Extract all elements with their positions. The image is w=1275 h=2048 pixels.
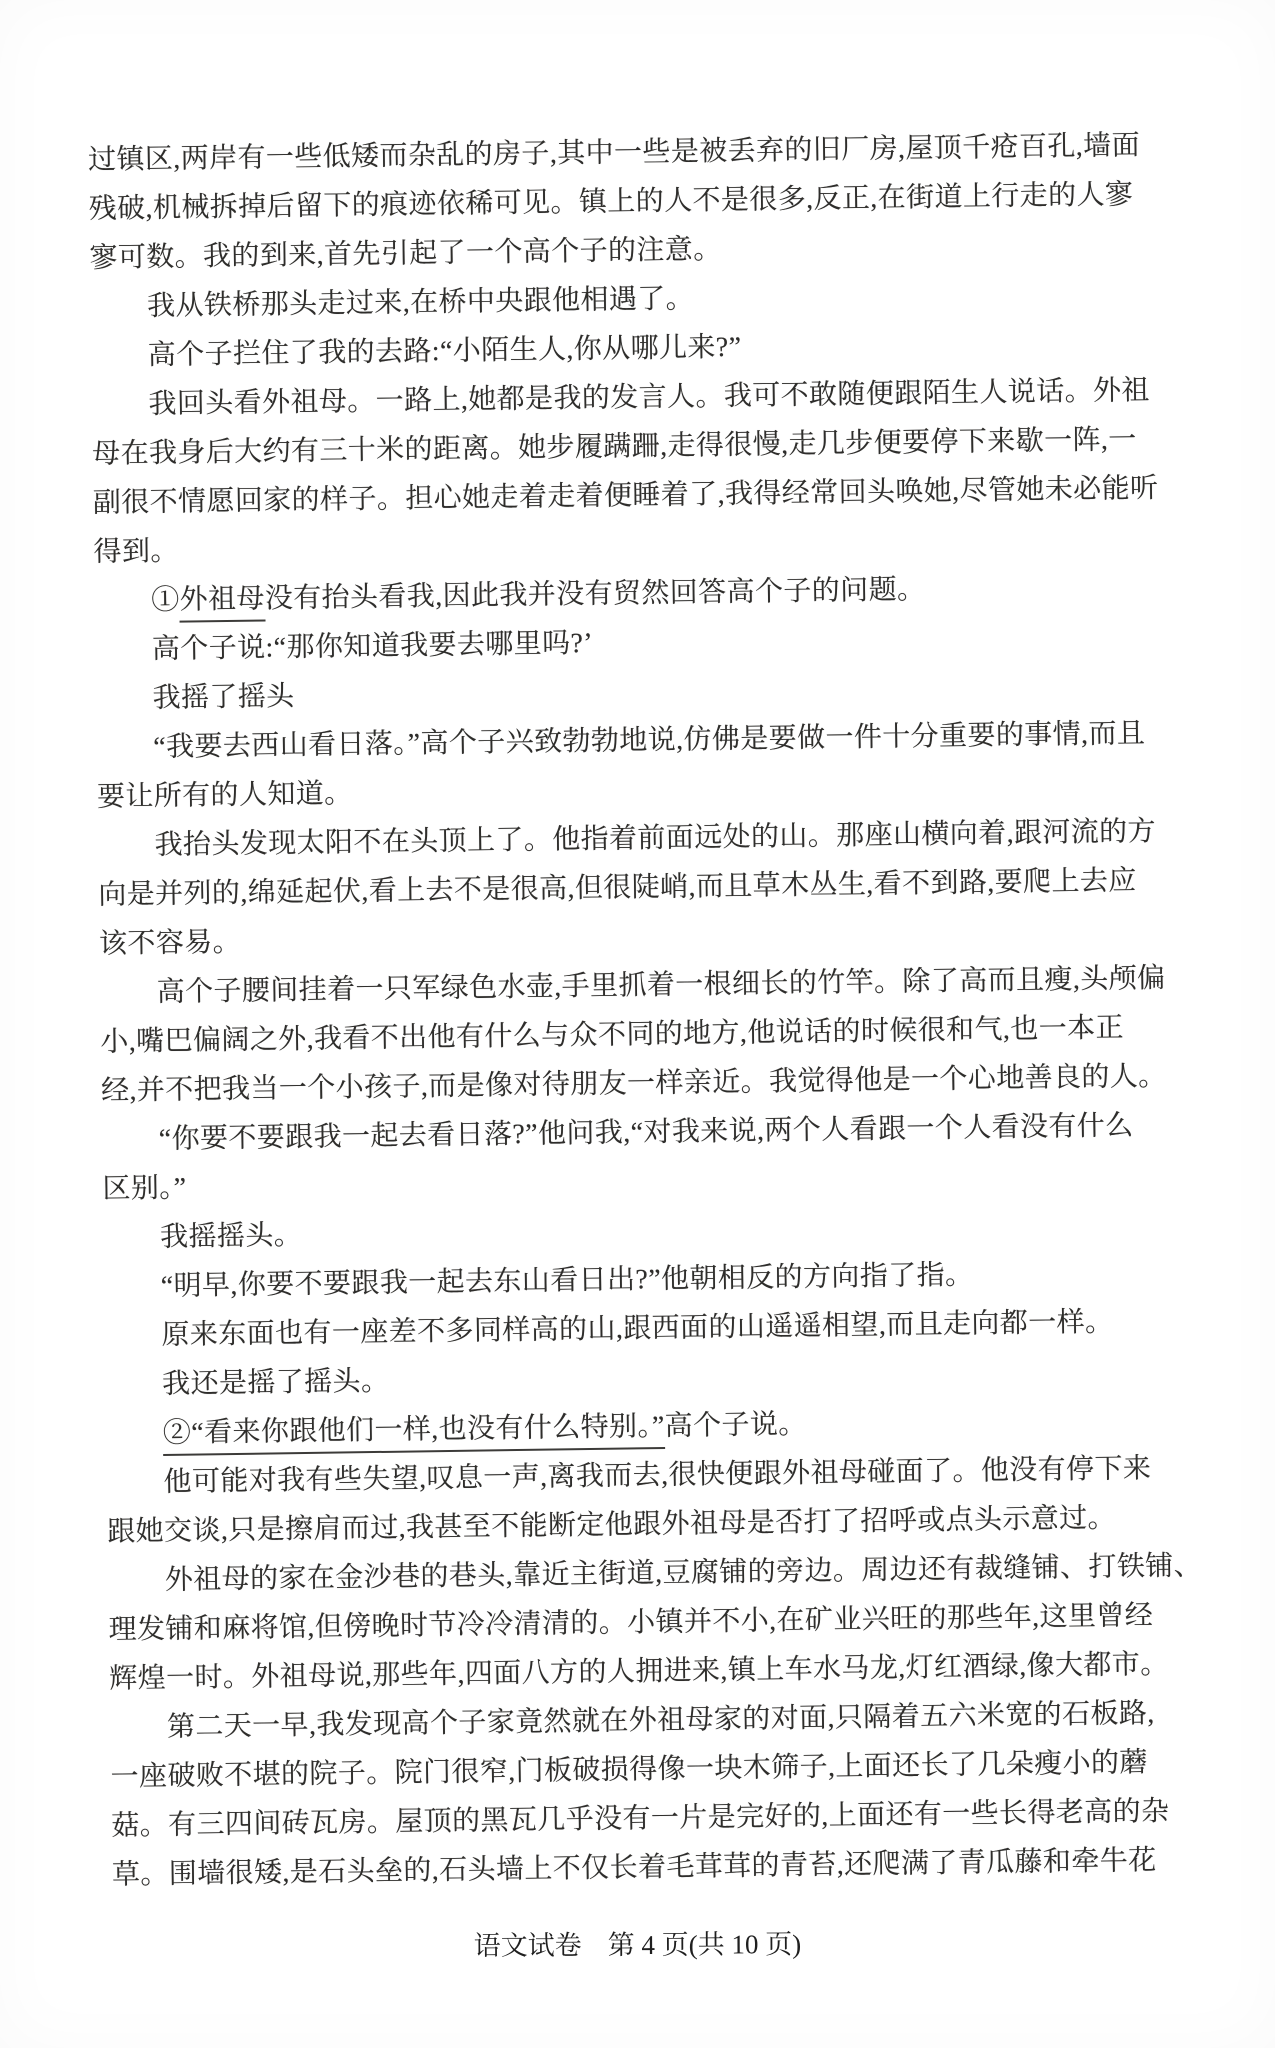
text-segment: 过镇区,两岸有一些低矮而杂乱的房子,其中一些是被丢弃的旧厂房,屋顶千疮百孔,墙面 (87, 130, 1141, 176)
text-segment: 小,嘴巴偏阔之外,我看不出他有什么与众不同的地方,他说话的时候很和气,也一本正 (100, 1012, 1125, 1058)
text-segment: 草。围墙很矮,是石头垒的,石头墙上不仅长着毛茸茸的青苔,还爬满了青瓜藤和牵牛花 (111, 1845, 1157, 1891)
text-segment: 区别。” (102, 1172, 187, 1205)
underlined-text: 外祖母 (179, 583, 265, 622)
text-segment: 高个子腰间挂着一只军绿色水壶,手里抓着一根细长的竹竿。除了高而且瘦,头颅偏 (156, 962, 1166, 1009)
text-segment: 我回头看外祖母。一路上,她都是我的发言人。我可不敢随便跟陌生人说话。外祖 (148, 375, 1151, 421)
text-segment: 我抬头发现太阳不在头顶上了。他指着前面远处的山。那座山横向着,跟河流的方 (154, 816, 1157, 862)
text-segment: 菇。有三四间砖瓦房。屋顶的黑瓦几乎没有一片是完好的,上面还有一些长得老高的杂 (111, 1795, 1170, 1842)
text-segment: 高个子说:“那你知道我要去哪里吗?’ (151, 627, 594, 666)
text-segment: 得到。 (93, 535, 179, 568)
text-segment: “明早,你要不要跟我一起去东山看日出?”他朝相反的方向指了指。 (160, 1259, 974, 1302)
text-segment: 他可能对我有些失望,叹息一声,离我而去,很快便跟外祖母碰面了。他没有停下来 (163, 1453, 1152, 1498)
text-segment: 母在我身后大约有三十米的距离。她步履蹒跚,走得很慢,走几步便要停下来歇一阵,一 (91, 424, 1137, 470)
document-body (88, 120, 1233, 1899)
text-segment: 副很不情愿回家的样子。担心她走着走着便睡着了,我得经常回头唤她,尽管她未必能听 (92, 472, 1159, 519)
text-segment: 我摇摇头。 (159, 1220, 303, 1253)
text-segment: 一座破败不堪的院子。院门很窄,门板破损得像一块木筛子,上面还长了几朵瘦小的蘑 (110, 1747, 1148, 1793)
footer-doc-title: 语文试卷 (473, 1930, 582, 1961)
text-segment: ① (151, 584, 180, 617)
text-segment: “我要去西山看日落。”高个子兴致勃勃地说,仿佛是要做一件十分重要的事情,而且 (153, 718, 1146, 764)
footer-page-number: 第 4 页(共 10 页) (607, 1929, 802, 1961)
text-segment: 我还是摇了摇头。 (161, 1365, 390, 1400)
text-segment: 跟她交谈,只是擦肩而过,我甚至不能断定他跟外祖母是否打了招呼或点头示意过。 (107, 1502, 1117, 1548)
underlined-text: ②“看来你跟他们一样,也没有什么特别。” (163, 1411, 665, 1456)
text-segment: 高个子说。 (664, 1408, 807, 1442)
text-segment: 经,并不把我当一个小孩子,而是像对待朋友一样亲近。我觉得他是一个心地善良的人。 (100, 1060, 1167, 1107)
text-segment: 残破,机械拆掉后留下的痕迹依稀可见。镇上的人不是很多,反正,在街道上行走的人寥 (88, 179, 1134, 225)
text-segment: 该不容易。 (98, 926, 242, 960)
text-segment: 辉煌一时。外祖母说,那些年,四面八方的人拥进来,镇上车水马龙,灯红酒绿,像大都市。 (109, 1648, 1169, 1695)
text-segment: 要让所有的人知道。 (96, 778, 353, 813)
text-segment: 向是并列的,绵延起伏,看上去不是很高,但很陡峭,而且草木丛生,看不到路,要爬上去应 (98, 865, 1137, 911)
text-segment: 没有抬头看我,因此我并没有贸然回答高个子的问题。 (264, 574, 926, 615)
page-footer (0, 1920, 1275, 1966)
text-segment: 理发铺和麻将馆,但傍晚时节冷冷清清的。小镇并不小,在矿业兴旺的那些年,这里曾经 (108, 1600, 1154, 1646)
text-segment: 第二天一早,我发现高个子家竟然就在外祖母家的对面,只隔着五六米宽的石板路, (166, 1698, 1155, 1743)
text-segment: 外祖母的家在金沙巷的巷头,靠近主街道,豆腐铺的旁边。周边还有裁缝铺、打铁铺、 (164, 1550, 1203, 1596)
text-segment: 寥可数。我的到来,首先引起了一个高个子的注意。 (89, 234, 722, 274)
text-segment: 原来东面也有一座差不多同样高的山,跟西面的山遥遥相望,而且走向都一样。 (161, 1306, 1114, 1351)
text-segment: 高个子拦住了我的去路:“小陌生人,你从哪儿来?” (147, 331, 742, 372)
text-segment: 我摇了摇头 (152, 681, 295, 715)
text-segment: 我从铁桥那头走过来,在桥中央跟他相遇了。 (146, 283, 695, 323)
text-segment: “你要不要跟我一起去看日落?”他问我,“对我来说,两个人看跟一个人看没有什么 (158, 1110, 1134, 1156)
